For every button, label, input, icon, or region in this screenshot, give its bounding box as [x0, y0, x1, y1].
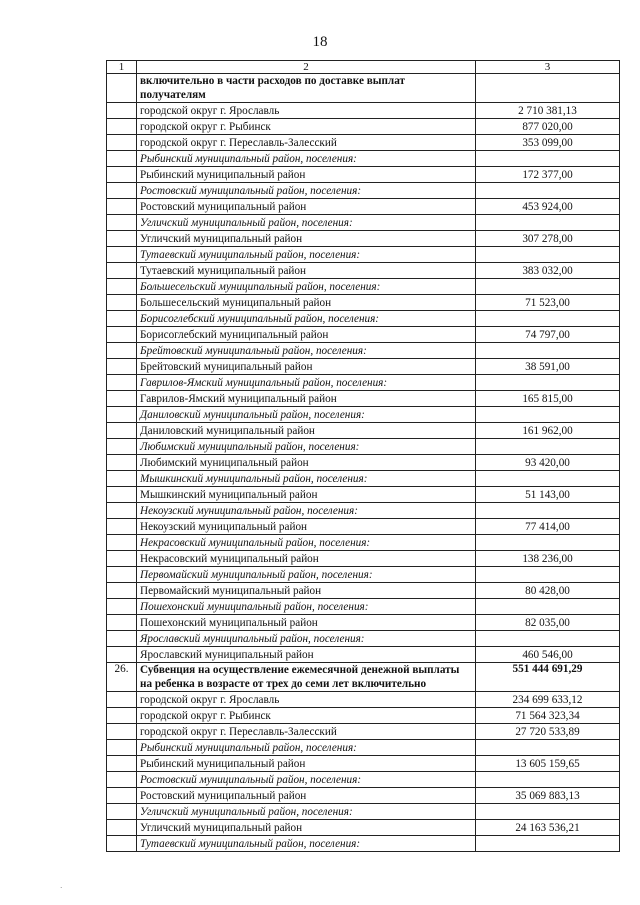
recipient-name: Брейтовский муниципальный район — [137, 359, 476, 375]
amount-value: 551 444 691,29 — [476, 663, 620, 692]
row-number — [107, 279, 137, 295]
subheader-row — [107, 471, 620, 487]
subheader-row — [107, 183, 620, 199]
group-label: Ростовский муниципальный район, поселения: — [137, 183, 476, 199]
amount-value — [476, 215, 620, 231]
amount-value: 453 924,00 — [476, 199, 620, 215]
subheader-row — [107, 503, 620, 519]
row-number — [107, 423, 137, 439]
amount-value — [476, 631, 620, 647]
group-label: Мышкинский муниципальный район, поселения: — [137, 471, 476, 487]
group-label: Ростовский муниципальный район, поселения: — [137, 772, 476, 788]
row-number — [107, 135, 137, 151]
amount-value: 383 032,00 — [476, 263, 620, 279]
subheader-row — [107, 439, 620, 455]
table-row — [107, 391, 620, 407]
row-number — [107, 247, 137, 263]
recipient-name: Угличский муниципальный район — [137, 820, 476, 836]
subheader-row — [107, 772, 620, 788]
recipient-name: городской округ г. Переславль-Залесский — [137, 724, 476, 740]
amount-value — [476, 74, 620, 103]
table-row — [107, 708, 620, 724]
amount-value — [476, 375, 620, 391]
row-number — [107, 263, 137, 279]
table-row — [107, 519, 620, 535]
amount-value — [476, 567, 620, 583]
row-number — [107, 343, 137, 359]
subheader-row — [107, 247, 620, 263]
subheader-row — [107, 279, 620, 295]
row-number — [107, 391, 137, 407]
amount-value — [476, 599, 620, 615]
table-row — [107, 788, 620, 804]
row-number — [107, 375, 137, 391]
recipient-name: городской округ г. Рыбинск — [137, 119, 476, 135]
amount-value: 38 591,00 — [476, 359, 620, 375]
amount-value — [476, 471, 620, 487]
row-number — [107, 487, 137, 503]
table-row — [107, 756, 620, 772]
table-row — [107, 295, 620, 311]
group-label: Тутаевский муниципальный район, поселения: — [137, 836, 476, 852]
group-label: Гаврилов-Ямский муниципальный район, поселения: — [137, 375, 476, 391]
subheader-row — [107, 836, 620, 852]
recipient-name: городской округ г. Переславль-Залесский — [137, 135, 476, 151]
row-number — [107, 631, 137, 647]
subheader-row — [107, 567, 620, 583]
group-label: Даниловский муниципальный район, поселения: — [137, 407, 476, 423]
row-number — [107, 647, 137, 663]
amount-value: 24 163 536,21 — [476, 820, 620, 836]
amount-value: 93 420,00 — [476, 455, 620, 471]
amount-value: 13 605 159,65 — [476, 756, 620, 772]
row-number — [107, 295, 137, 311]
table-row — [107, 199, 620, 215]
table-row — [107, 647, 620, 663]
table-row — [107, 135, 620, 151]
row-number — [107, 756, 137, 772]
row-number — [107, 183, 137, 199]
subheader-row — [107, 535, 620, 551]
page-number: 18 — [312, 34, 328, 50]
amount-value: 172 377,00 — [476, 167, 620, 183]
table-row — [107, 455, 620, 471]
row-number — [107, 788, 137, 804]
row-number — [107, 599, 137, 615]
recipient-name: Даниловский муниципальный район — [137, 423, 476, 439]
recipient-name: Борисоглебский муниципальный район — [137, 327, 476, 343]
row-number — [107, 327, 137, 343]
amount-value — [476, 279, 620, 295]
amount-value — [476, 311, 620, 327]
amount-value — [476, 183, 620, 199]
table-row — [107, 423, 620, 439]
subheader-row — [107, 740, 620, 756]
header-col-3: 3 — [476, 61, 620, 74]
row-number — [107, 535, 137, 551]
row-number — [107, 692, 137, 708]
row-number — [107, 455, 137, 471]
row-number — [107, 772, 137, 788]
group-label: Угличский муниципальный район, поселения: — [137, 215, 476, 231]
subheader-row — [107, 631, 620, 647]
amount-value — [476, 535, 620, 551]
row-number — [107, 551, 137, 567]
row-number — [107, 519, 137, 535]
row-number — [107, 724, 137, 740]
row-number — [107, 231, 137, 247]
row-number — [107, 615, 137, 631]
group-label: Некрасовский муниципальный район, поселения: — [137, 535, 476, 551]
header-col-1: 1 — [107, 61, 137, 74]
row-number — [107, 471, 137, 487]
row-number — [107, 215, 137, 231]
amount-value: 80 428,00 — [476, 583, 620, 599]
amount-value — [476, 247, 620, 263]
recipient-name: Рыбинский муниципальный район — [137, 167, 476, 183]
amount-value: 71 564 323,34 — [476, 708, 620, 724]
subheader-row — [107, 375, 620, 391]
recipient-name: Ярославский муниципальный район — [137, 647, 476, 663]
amount-value — [476, 772, 620, 788]
row-number — [107, 503, 137, 519]
amount-value: 82 035,00 — [476, 615, 620, 631]
recipient-name: Ростовский муниципальный район — [137, 199, 476, 215]
row-number — [107, 804, 137, 820]
amount-value: 307 278,00 — [476, 231, 620, 247]
row-number — [107, 103, 137, 119]
recipient-name: Ростовский муниципальный район — [137, 788, 476, 804]
table-row — [107, 119, 620, 135]
recipient-name: Некрасовский муниципальный район — [137, 551, 476, 567]
amount-value — [476, 804, 620, 820]
recipient-name: Рыбинский муниципальный район — [137, 756, 476, 772]
recipient-name: Гаврилов-Ямский муниципальный район — [137, 391, 476, 407]
row-number — [107, 567, 137, 583]
amount-value: 353 099,00 — [476, 135, 620, 151]
recipient-name: Некоузский муниципальный район — [137, 519, 476, 535]
row-number — [107, 836, 137, 852]
amount-value — [476, 836, 620, 852]
amount-value: 74 797,00 — [476, 327, 620, 343]
row-number: 26. — [107, 663, 137, 692]
subheader-row — [107, 311, 620, 327]
row-number — [107, 167, 137, 183]
amount-value: 51 143,00 — [476, 487, 620, 503]
row-number — [107, 74, 137, 103]
amount-value: 27 720 533,89 — [476, 724, 620, 740]
table-row — [107, 820, 620, 836]
group-label: Брейтовский муниципальный район, поселения: — [137, 343, 476, 359]
recipient-name: Большесельский муниципальный район — [137, 295, 476, 311]
group-label: Пошехонский муниципальный район, поселения: — [137, 599, 476, 615]
recipient-name: Пошехонский муниципальный район — [137, 615, 476, 631]
table-row — [107, 263, 620, 279]
header-col-2: 2 — [137, 61, 476, 74]
group-label: Угличский муниципальный район, поселения: — [137, 804, 476, 820]
recipient-name: Угличский муниципальный район — [137, 231, 476, 247]
table-row — [107, 327, 620, 343]
subheader-row — [107, 215, 620, 231]
subheader-row — [107, 407, 620, 423]
row-number — [107, 119, 137, 135]
amount-value: 165 815,00 — [476, 391, 620, 407]
amount-value: 460 546,00 — [476, 647, 620, 663]
table-row — [107, 487, 620, 503]
table-row — [107, 167, 620, 183]
amount-value — [476, 407, 620, 423]
amount-value — [476, 439, 620, 455]
row-number — [107, 311, 137, 327]
amount-value: 35 069 883,13 — [476, 788, 620, 804]
row-number — [107, 439, 137, 455]
group-label: Тутаевский муниципальный район, поселения: — [137, 247, 476, 263]
recipient-name: городской округ г. Ярославль — [137, 103, 476, 119]
amount-value — [476, 740, 620, 756]
subheader-row — [107, 804, 620, 820]
table-row — [107, 359, 620, 375]
recipient-name: городской округ г. Ярославль — [137, 692, 476, 708]
recipient-name: Тутаевский муниципальный район — [137, 263, 476, 279]
table-row — [107, 724, 620, 740]
group-label: Большесельский муниципальный район, поселения: — [137, 279, 476, 295]
recipient-name: Первомайский муниципальный район — [137, 583, 476, 599]
recipient-name: включительно в части расходов по доставке выплат получателям — [137, 74, 476, 103]
table-row — [107, 615, 620, 631]
amount-value: 2 710 381,13 — [476, 103, 620, 119]
amount-value: 138 236,00 — [476, 551, 620, 567]
amount-value — [476, 151, 620, 167]
row-number — [107, 359, 137, 375]
row-number — [107, 151, 137, 167]
group-label: Рыбинский муниципальный район, поселения: — [137, 151, 476, 167]
row-number — [107, 708, 137, 724]
amount-value: 71 523,00 — [476, 295, 620, 311]
table-row — [107, 231, 620, 247]
recipient-name: Мышкинский муниципальный район — [137, 487, 476, 503]
row-number — [107, 199, 137, 215]
section-row — [107, 663, 620, 692]
amount-value: 234 699 633,12 — [476, 692, 620, 708]
amount-value — [476, 503, 620, 519]
table-row — [107, 583, 620, 599]
table-row — [107, 551, 620, 567]
subheader-row — [107, 343, 620, 359]
footer-mark: · — [60, 884, 63, 892]
recipient-name: городской округ г. Рыбинск — [137, 708, 476, 724]
group-label: Рыбинский муниципальный район, поселения: — [137, 740, 476, 756]
amount-value: 877 020,00 — [476, 119, 620, 135]
amount-value — [476, 343, 620, 359]
group-label: Любимский муниципальный район, поселения: — [137, 439, 476, 455]
group-label: Ярославский муниципальный район, поселения: — [137, 631, 476, 647]
group-label: Первомайский муниципальный район, поселения: — [137, 567, 476, 583]
table-header-row — [107, 61, 620, 74]
amount-value: 161 962,00 — [476, 423, 620, 439]
budget-table — [106, 60, 620, 852]
subheader-row — [107, 599, 620, 615]
table-row — [107, 74, 620, 103]
recipient-name: Любимский муниципальный район — [137, 455, 476, 471]
recipient-name: Субвенция на осуществление ежемесячной денежной выплаты на ребенка в возрасте от трех до семи лет включительно — [137, 663, 476, 692]
row-number — [107, 583, 137, 599]
subheader-row — [107, 151, 620, 167]
table-row — [107, 692, 620, 708]
group-label: Некоузский муниципальный район, поселения: — [137, 503, 476, 519]
table-row — [107, 103, 620, 119]
row-number — [107, 407, 137, 423]
amount-value: 77 414,00 — [476, 519, 620, 535]
row-number — [107, 740, 137, 756]
row-number — [107, 820, 137, 836]
group-label: Борисоглебский муниципальный район, поселения: — [137, 311, 476, 327]
